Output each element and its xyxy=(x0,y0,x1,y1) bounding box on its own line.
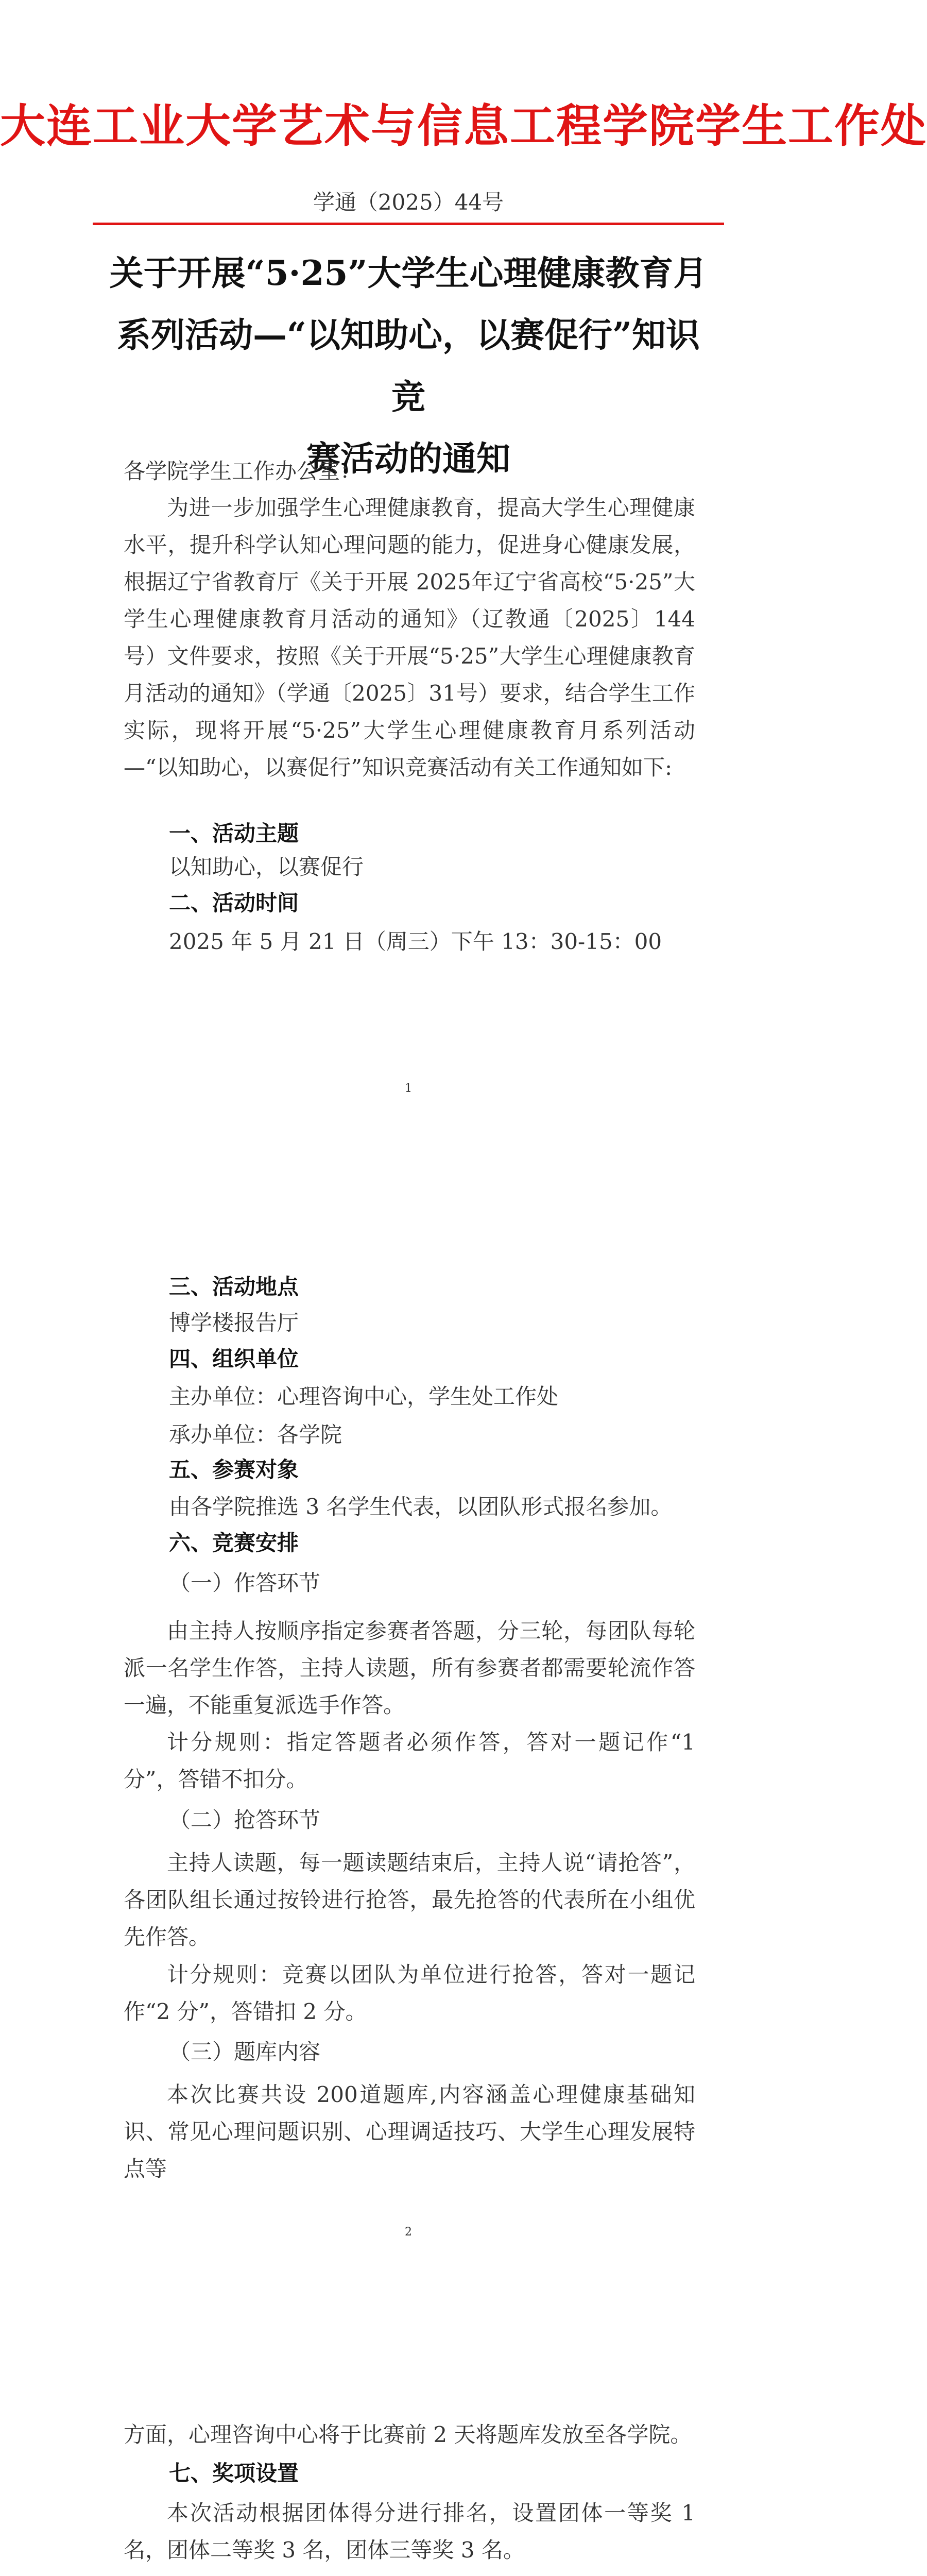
subsection-answer-round: （一）作答环节 xyxy=(169,1570,321,1596)
page-number-2: 2 xyxy=(405,2226,412,2239)
institution-title: 大连工业大学艺术与信息工程学院学生工作处 xyxy=(0,99,927,152)
section-2-heading: 二、活动时间 xyxy=(169,890,299,916)
section-5-heading: 五、参赛对象 xyxy=(169,1457,299,1482)
section-4-heading: 四、组织单位 xyxy=(169,1346,299,1371)
intro-paragraph: 为进一步加强学生心理健康教育，提高大学生心理健康水平，提升科学认知心理问题的能力，促进身心健康发展，根据辽宁省教育厅《关于开展 2025年辽宁省高校“5·25”大学生心理健康教育月活动的通知》（辽教通〔2025〕144号）文件要求，按照《关于开展“5·25”大学生心理健康教育月活动的通知》（学通〔2025〕31号）要求，结合学生工作实际，现将开展“5·25”大学生心理健康教育月系列活动—“以知助心，以赛促行”知识竞赛活动有关工作通知如下: xyxy=(124,495,695,780)
notice-title-line-3: 赛活动的通知 xyxy=(306,438,510,479)
question-bank-text: 本次比赛共设 200道题库,内容涵盖心理健康基础知识、常见心理问题识别、心理调适技巧、大学生心理发展特点等 xyxy=(124,2082,695,2181)
section-1-text: 以知助心，以赛促行 xyxy=(169,854,364,879)
question-bank-text-cont: 方面，心理咨询中心将于比赛前 2 天将题库发放至各学院。 xyxy=(124,2422,692,2447)
buzzer-round-rules: 主持人读题，每一题读题结束后，主持人说“请抢答”，各团队组长通过按铃进行抢答，最先抢答的代表所在小组优先作答。 xyxy=(124,1850,695,1950)
page-number-1: 1 xyxy=(405,1082,412,1095)
notice-title-line-2: 系列活动—“以知助心，以赛促行”知识竞 xyxy=(117,315,700,417)
organizer-units: 承办单位：各学院 xyxy=(169,1422,342,1447)
section-3-text: 博学楼报告厅 xyxy=(169,1310,299,1335)
section-1-heading: 一、活动主题 xyxy=(169,821,299,846)
notice-title xyxy=(103,242,714,489)
section-3-heading: 三、活动地点 xyxy=(169,1274,299,1299)
buzzer-round-scoring: 计分规则：竞赛以团队为单位进行抢答，答对一题记作“2 分”，答错扣 2 分。 xyxy=(124,1962,695,2024)
awards-text: 本次活动根据团体得分进行排名，设置团体一等奖 1 名，团体二等奖 3 名，团体三等奖 3 名。 xyxy=(124,2500,695,2563)
subsection-question-bank: （三）题库内容 xyxy=(169,2039,321,2064)
salutation: 各学院学生工作办公室： xyxy=(124,459,362,484)
notice-title-line-1: 关于开展“5·25”大学生心理健康教育月 xyxy=(109,253,708,293)
answer-round-scoring: 计分规则：指定答题者必须作答，答对一题记作“1 分”，答错不扣分。 xyxy=(124,1730,695,1792)
subsection-buzzer-round: （二）抢答环节 xyxy=(169,1807,321,1833)
answer-round-rules: 由主持人按顺序指定参赛者答题，分三轮，每团队每轮派一名学生作答，主持人读题，所有参赛者都需要轮流作答一遍，不能重复派选手作答。 xyxy=(124,1618,695,1718)
section-5-text: 由各学院推选 3 名学生代表，以团队形式报名参加。 xyxy=(169,1494,673,1519)
red-divider xyxy=(93,223,724,225)
section-7-heading: 七、奖项设置 xyxy=(169,2461,299,2486)
section-6-heading: 六、竞赛安排 xyxy=(169,1530,299,1555)
section-2-text: 2025 年 5 月 21 日（周三）下午 13：30-15：00 xyxy=(169,929,662,954)
host-units: 主办单位：心理咨询中心，学生处工作处 xyxy=(169,1384,559,1409)
document-number: 学通（2025）44号 xyxy=(313,190,504,215)
